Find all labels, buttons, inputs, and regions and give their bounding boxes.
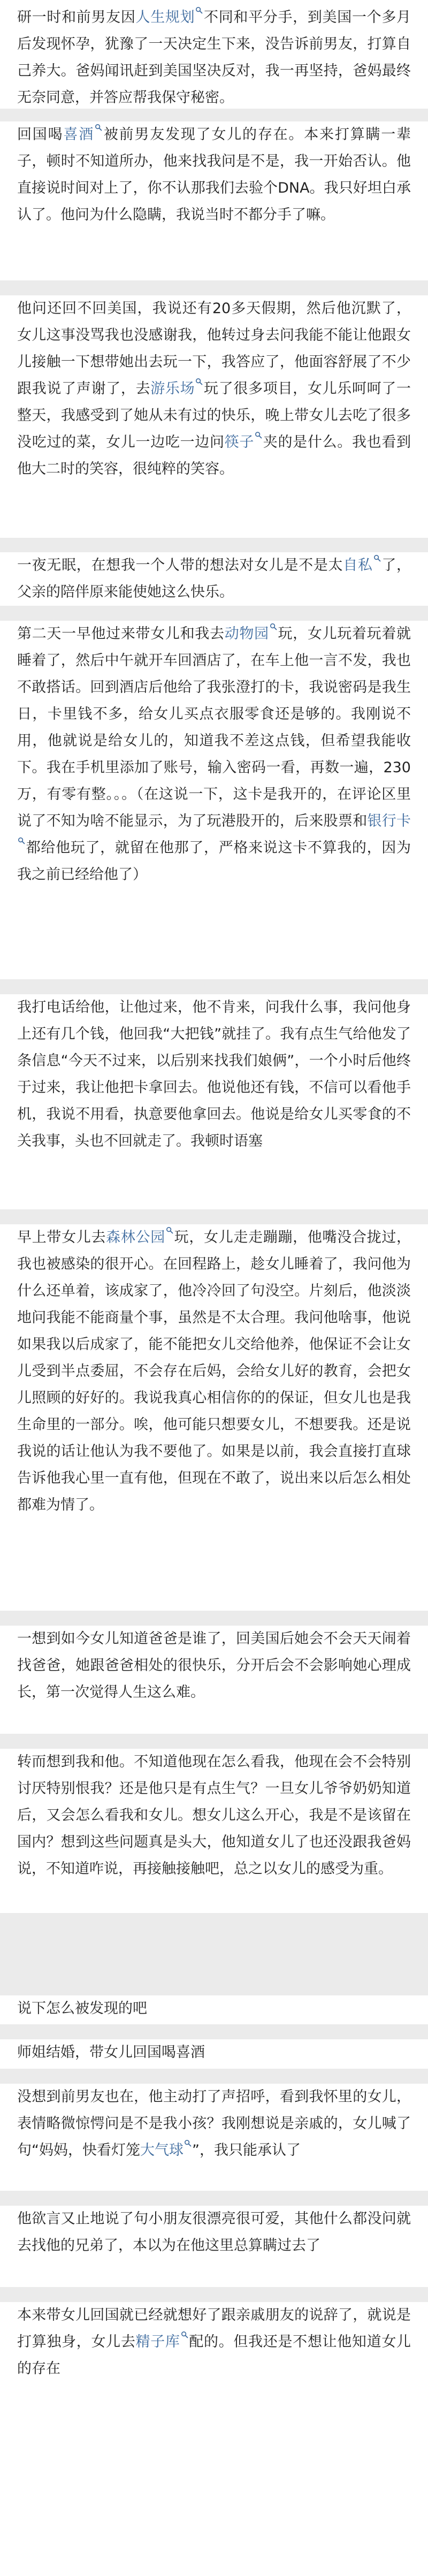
paragraph-divider [0, 1209, 428, 1224]
paragraph [0, 552, 428, 606]
paragraph [0, 621, 428, 888]
paragraph-text [0, 994, 428, 1155]
paragraph-text [0, 4, 428, 111]
keyword-text[interactable]: 喜酒 [63, 126, 95, 143]
text-run: ”，我只能承认了 [192, 2142, 301, 2159]
paragraph-divider [0, 1734, 428, 1749]
paragraph-divider [0, 109, 428, 121]
paragraph [0, 1995, 428, 2022]
paragraph [0, 2302, 428, 2382]
text-run: 早上带女儿去 [17, 1229, 106, 1246]
keyword-link[interactable] [225, 434, 263, 451]
paragraph-divider [0, 979, 428, 994]
keyword-text[interactable]: 银行卡 [367, 813, 411, 829]
search-icon[interactable] [373, 554, 381, 562]
text-run: 玩了很多项目，女儿乐呵呵了一整天，我感受到了她从未有过的快乐，晚上带女儿去吃了很多没吃过的菜，女儿一边吃一边问 [17, 380, 411, 451]
search-icon[interactable] [18, 837, 25, 844]
text-run: 了，父亲的陪伴原来能使她这么快乐。 [17, 557, 411, 600]
search-icon[interactable] [166, 1226, 173, 1234]
paragraph-text [0, 1224, 428, 1519]
keyword-link[interactable] [150, 380, 203, 397]
text-run: 一夜无眠，在想我一个人带的想法对女儿是不是太 [17, 557, 343, 574]
keyword-link[interactable] [343, 557, 381, 574]
search-icon[interactable] [195, 6, 203, 14]
text-run: 转而想到我和他。不知道他现在怎么看我，他现在会不会特别讨厌特别恨我？还是他只是有点生气？一旦女儿爷爷奶奶知道后，又会怎么看我和女儿。想女儿这么开心，我是不是该留在国内？想到这些问题真是头大，他知道女儿了也还没跟我爸妈说，不知道咋说，再接触接触吧，总之以女儿的感受为重。 [17, 1754, 411, 1877]
keyword-link[interactable] [136, 9, 204, 26]
paragraph [0, 4, 428, 111]
text-run: 说下怎么被发现的吧 [17, 2000, 147, 2017]
paragraph-text [0, 2302, 428, 2382]
paragraph [0, 1224, 428, 1519]
paragraph-text [0, 295, 428, 483]
search-icon[interactable] [270, 623, 277, 630]
paragraph [0, 1626, 428, 1706]
keyword-link[interactable] [225, 626, 278, 642]
paragraph-text [0, 1995, 428, 2022]
keyword-link[interactable] [106, 1229, 174, 1246]
keyword-text[interactable]: 森林公园 [106, 1229, 165, 1246]
text-run: 第二天一早他过来带女儿和我去 [17, 626, 225, 642]
paragraph-divider [0, 2024, 428, 2039]
paragraph [0, 994, 428, 1155]
keyword-text[interactable]: 人生规划 [135, 9, 195, 26]
paragraph-text [0, 2039, 428, 2066]
paragraph-divider [0, 538, 428, 552]
paragraph [0, 2084, 428, 2164]
paragraph-divider [0, 1611, 428, 1626]
text-run: 一想到如今女儿知道爸爸是谁了，回美国后她会不会天天闹着找爸爸，她跟爸爸相处的很快乐，分开后会不会影响她心理成长，第一次觉得人生这么难。 [17, 1630, 411, 1701]
text-run: 配的。但我还是不想让他知道女儿的存在 [17, 2334, 411, 2377]
keyword-text[interactable]: 动物园 [224, 626, 269, 642]
search-icon[interactable] [255, 431, 262, 439]
text-run: 研一时和前男友因 [17, 9, 136, 26]
paragraph [0, 2039, 428, 2066]
paragraph-divider [0, 2287, 428, 2302]
paragraph [0, 295, 428, 483]
paragraph-divider [0, 606, 428, 621]
keyword-text[interactable]: 精子库 [135, 2334, 180, 2350]
paragraph-text [0, 1626, 428, 1706]
text-run: 他问还回不回美国，我说还有20多天假期，然后他沉默了，女儿这事没骂我也没感谢我，他转过身去问我能不能让他跟女儿接触一下想带她出去玩一下，我答应了，他面容舒展了不少跟我说了声谢了，去 [17, 300, 411, 397]
search-icon[interactable] [181, 2331, 188, 2338]
keyword-text[interactable]: 游乐场 [150, 380, 195, 397]
text-run: 玩，女儿走走蹦蹦，他嘴没合拢过，我也被感染的很开心。在回程路上，趁女儿睡着了，我问他为什么还单着，该成家了，他冷冷回了句没空。片刻后，他淡淡地问我能不能商量个事，虽然是不太合理。我问他啥事，他说如果我以后成家了，能不能把女儿交给他养，他保证不会让女儿受到半点委屈，不会存在后妈，会给女儿好的教育，会把女儿照顾的好好的。我说我真心相信你的的保证，但女儿也是我生命里的一部分。唉，他可能只想要女儿，不想要我。还是说我说的话让他认为我不要他了。如果是以前，我会直接打直球告诉他我心里一直有他，但现在不敢了，说出来以后怎么相处都难为情了。 [17, 1229, 411, 1513]
keyword-text[interactable]: 筷子 [224, 434, 255, 451]
keyword-link[interactable] [140, 2142, 192, 2159]
text-run: 回国喝 [17, 126, 64, 143]
paragraph [0, 1749, 428, 1883]
keyword-link[interactable] [63, 126, 103, 143]
paragraph-text [0, 1749, 428, 1883]
paragraph [0, 121, 428, 228]
paragraph-divider [0, 280, 428, 295]
text-run: 玩，女儿玩着玩着就睡着了，然后中午就开车回酒店了，在车上他一言不发，我也不敢搭话。回到酒店后他给了我张澄打的卡，我说密码是我生日，卡里钱不多，给女儿买点衣服零食还是够的。我刚说不用，他就说是给女儿的，知道我不差这点钱，但希望我能收下。我在手机里添加了账号，输入密码一看，再数一遍，230万，有零有整。。。（在这说一下，这卡是我开的，在评论区里说了不知为啥不能显示，为了玩港股开的，后来股票和 [17, 626, 411, 829]
section-divider [0, 1913, 428, 1995]
text-run: 他欲言又止地说了句小朋友很漂亮很可爱，其他什么都没问就去找他的兄弟了，本以为在他这里总算瞒过去了 [17, 2211, 411, 2254]
paragraph-text [0, 621, 428, 888]
paragraph-text [0, 2206, 428, 2259]
text-run: 不同和平分手，到美国一个多月后发现怀孕，犹豫了一天决定生下来，没告诉前男友，打算自己养大。爸妈闻讯赶到美国坚决反对，我一再坚持，爸妈最终无奈同意，并答应帮我保守秘密。 [17, 9, 411, 106]
paragraph-text [0, 552, 428, 606]
text-run: 没想到前男友也在，他主动打了声招呼，看到我怀里的女儿，表情略微惊愕问是不是我小孩？我刚想说是亲戚的，女儿喊了句“妈妈，快看灯笼 [17, 2089, 411, 2159]
keyword-link[interactable] [136, 2334, 189, 2350]
search-icon[interactable] [195, 378, 203, 385]
paragraph-text [0, 121, 428, 228]
text-run: 本来带女儿回国就已经就想好了跟亲戚朋友的说辞了，就说是打算独身，女儿去 [17, 2307, 411, 2350]
text-run: 我打电话给他，让他过来，他不肯来，问我什么事，我问他身上还有几个钱，他回我“大把钱”就挂了。我有点生气给他发了条信息“今天不过来，以后别来找我们娘俩”，一个小时后他终于过来，我让他把卡拿回去。他说他还有钱，不信可以看他手机，我说不用看，执意要他拿回去。他说是给女儿买零食的不关我事，头也不回就走了。我顿时语塞 [17, 999, 411, 1149]
keyword-text[interactable]: 自私 [343, 557, 373, 574]
search-icon[interactable] [184, 2139, 192, 2147]
paragraph-divider [0, 2191, 428, 2206]
paragraph [0, 2206, 428, 2259]
text-run: 师姐结婚，带女儿回国喝喜酒 [17, 2044, 205, 2061]
paragraph-divider [0, 2069, 428, 2084]
paragraph-text [0, 2084, 428, 2164]
text-run: 被前男友发现了女儿的存在。本来打算瞒一辈子，顿时不知道所办，他来找我问是不是，我一开始否认。他直接说时间对上了，你不认那我们去验个DNA。我只好坦白承认了。他问为什么隐瞒，我说当时不都分手了嘛。 [17, 126, 411, 223]
text-run: 夹的是什么。我也看到他大二时的笑容，很纯粹的笑容。 [17, 434, 411, 477]
search-icon[interactable] [95, 124, 102, 131]
text-run: 都给他玩了，就留在他那了，严格来说这卡不算我的，因为我之前已经给他了） [17, 840, 411, 883]
keyword-text[interactable]: 大气球 [140, 2142, 184, 2159]
